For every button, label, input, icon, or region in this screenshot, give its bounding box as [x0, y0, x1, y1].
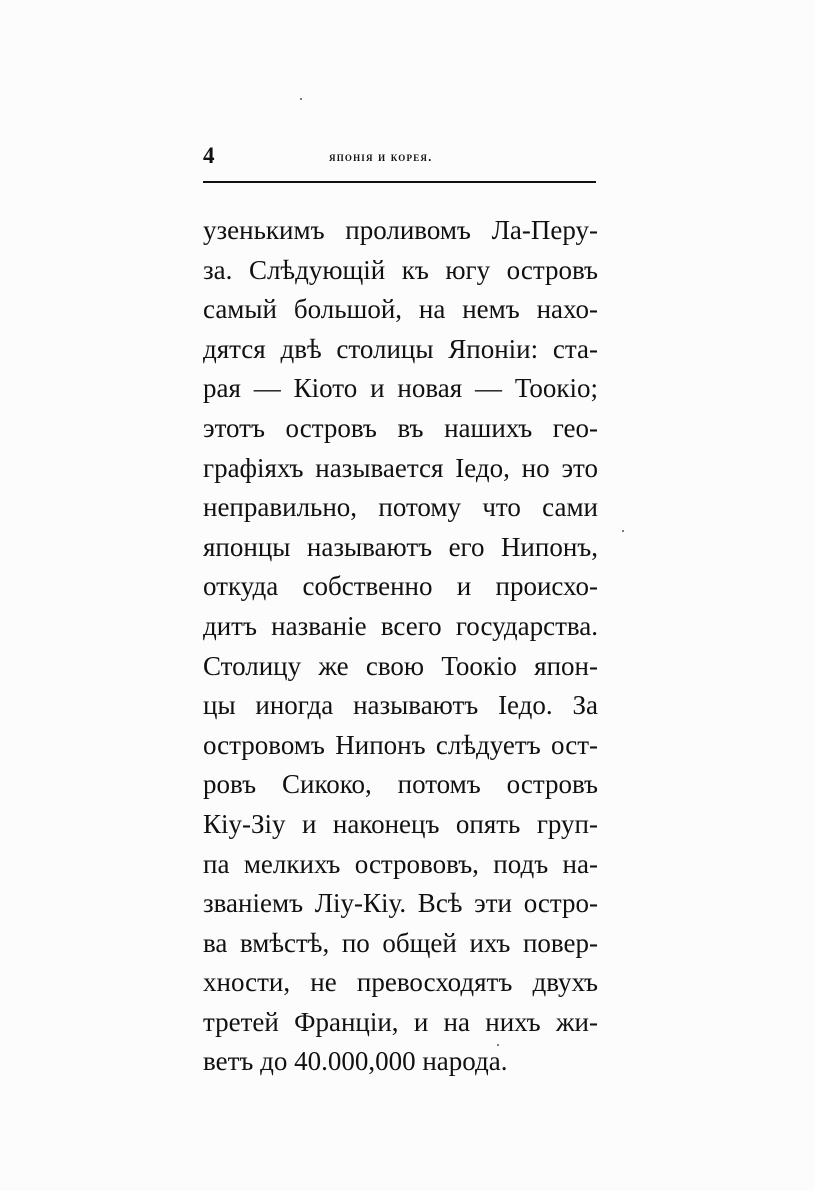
text-line: самый большой, на немъ нахо- — [203, 294, 598, 325]
paper-speck — [497, 1044, 499, 1046]
paper-speck — [300, 98, 302, 100]
text-line: японцы называютъ его Нипонъ, — [203, 531, 598, 562]
text-line: ветъ до 40.000,000 народа. — [203, 1046, 508, 1077]
running-head — [203, 143, 595, 173]
running-title: японія и корея. — [329, 149, 433, 164]
body-text — [203, 211, 598, 1082]
page-number: 4 — [203, 143, 215, 168]
text-line: ва вмѣстѣ, по общей ихъ повер- — [203, 927, 598, 958]
text-line: цы иногда называютъ Іедо. За — [203, 690, 598, 721]
text-line: званіемъ Ліу-Кіу. Всѣ эти остро- — [203, 888, 598, 919]
text-line: дитъ названіе всего государства. — [203, 610, 598, 641]
text-line: откуда собственно и происхо- — [203, 571, 598, 602]
text-line: этотъ островъ въ нашихъ гео- — [203, 412, 598, 443]
paper-speck — [622, 530, 624, 532]
text-line: па мелкихъ острововъ, подъ на- — [203, 848, 598, 879]
text-line: неправильно, потому что сами — [203, 492, 598, 523]
text-line: ровъ Сикоко, потомъ островъ — [203, 769, 598, 800]
text-line: за. Слѣдующій къ югу островъ — [203, 254, 598, 285]
text-line: Кіу-Зіу и наконецъ опять груп- — [203, 808, 598, 839]
header-rule — [203, 181, 596, 183]
text-line: островомъ Нипонъ слѣдуетъ ост- — [203, 729, 598, 760]
text-line: Столицу же свою Тоокіо япон- — [203, 650, 598, 681]
text-line: узенькимъ проливомъ Ла-Перу- — [203, 215, 598, 245]
text-line: графіяхъ называется Іедо, но это — [203, 452, 598, 483]
text-line: третей Франціи, и на нихъ жи- — [203, 1006, 598, 1037]
text-line: дятся двѣ столицы Японіи: ста- — [203, 333, 598, 364]
text-line: рая — Кіото и новая — Тоокіо; — [203, 373, 598, 404]
text-line: хности, не превосходятъ двухъ — [203, 967, 598, 998]
